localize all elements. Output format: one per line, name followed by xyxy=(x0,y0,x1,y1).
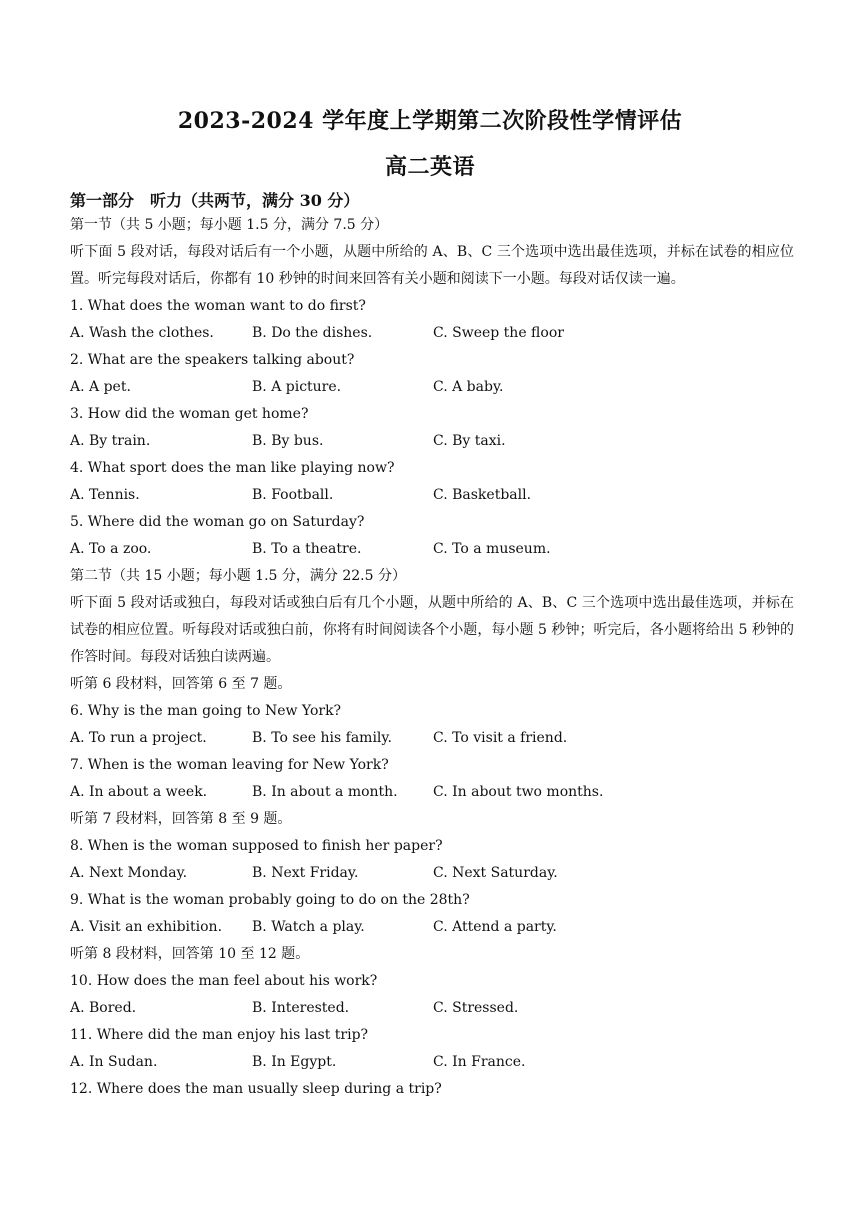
listening-section xyxy=(70,212,794,1103)
option-b: B. Interested. xyxy=(252,1000,350,1016)
question-10: 10. How does the man feel about his work? xyxy=(70,973,378,989)
option-a: A. Bored. xyxy=(70,1000,137,1016)
material-6-note: 听第 6 段材料，回答第 6 至 7 题。 xyxy=(70,676,292,692)
option-c: C. Attend a party. xyxy=(433,919,557,935)
option-a: A. Tennis. xyxy=(70,487,140,503)
option-c: C. A baby. xyxy=(433,379,504,395)
option-a: A. A pet. xyxy=(70,379,131,395)
option-b: B. To a theatre. xyxy=(252,541,362,557)
section2-heading: 第二节（共 15 小题；每小题 1.5 分，满分 22.5 分） xyxy=(70,568,406,584)
option-a: A. In about a week. xyxy=(70,784,208,800)
option-a: A. By train. xyxy=(70,433,151,449)
option-b: B. In about a month. xyxy=(252,784,398,800)
option-b: B. Football. xyxy=(252,487,334,503)
option-c: C. Stressed. xyxy=(433,1000,519,1016)
material-8-note: 听第 8 段材料，回答第 10 至 12 题。 xyxy=(70,946,310,962)
option-c: C. To visit a friend. xyxy=(433,730,568,746)
options-5 xyxy=(70,536,794,563)
option-b: B. By bus. xyxy=(252,433,324,449)
option-a: A. Visit an exhibition. xyxy=(70,919,223,935)
option-c: C. Sweep the floor xyxy=(433,325,564,341)
question-4: 4. What sport does the man like playing now? xyxy=(70,460,395,476)
option-c: C. By taxi. xyxy=(433,433,506,449)
question-9: 9. What is the woman probably going to do on the 28th? xyxy=(70,892,470,908)
option-a: A. To run a project. xyxy=(70,730,207,746)
option-b: B. Watch a play. xyxy=(252,919,365,935)
options-8 xyxy=(70,860,794,887)
options-7 xyxy=(70,779,794,806)
option-b: B. Do the dishes. xyxy=(252,325,373,341)
option-b: B. To see his family. xyxy=(252,730,392,746)
exam-subject: 高二英语 xyxy=(384,154,475,180)
options-3 xyxy=(70,428,794,455)
option-a: A. In Sudan. xyxy=(70,1054,158,1070)
section1-instructions: 听下面 5 段对话，每段对话后有一个小题，从题中所给的 A、B、C 三个选项中选出最佳选项，并标在试卷的相应位置。听完每段对话后，你都有 10 秒钟的时间来回答有关小题和阅读下一小题。每段对话仅读一遍。 xyxy=(70,244,794,287)
exam-title: 2023-2024 学年度上学期第二次阶段性学情评估 xyxy=(177,108,683,134)
option-b: B. Next Friday. xyxy=(252,865,359,881)
material-7-note: 听第 7 段材料，回答第 8 至 9 题。 xyxy=(70,811,292,827)
question-1: 1. What does the woman want to do first? xyxy=(70,298,366,314)
question-12: 12. Where does the man usually sleep during a trip? xyxy=(70,1081,442,1097)
option-c: C. Basketball. xyxy=(433,487,532,503)
part1-heading: 第一部分 听力（共两节，满分 30 分） xyxy=(70,191,360,210)
option-c: C. In about two months. xyxy=(433,784,604,800)
options-1 xyxy=(70,320,794,347)
question-8: 8. When is the woman supposed to finish her paper? xyxy=(70,838,443,854)
option-a: A. To a zoo. xyxy=(70,541,152,557)
question-5: 5. Where did the woman go on Saturday? xyxy=(70,514,365,530)
question-7: 7. When is the woman leaving for New York? xyxy=(70,757,389,773)
question-11: 11. Where did the man enjoy his last trip? xyxy=(70,1027,369,1043)
options-11 xyxy=(70,1049,794,1076)
option-a: A. Wash the clothes. xyxy=(70,325,214,341)
options-4 xyxy=(70,482,794,509)
option-b: B. A picture. xyxy=(252,379,342,395)
option-c: C. Next Saturday. xyxy=(433,865,558,881)
options-2 xyxy=(70,374,794,401)
option-c: C. To a museum. xyxy=(433,541,551,557)
option-c: C. In France. xyxy=(433,1054,526,1070)
question-3: 3. How did the woman get home? xyxy=(70,406,309,422)
option-a: A. Next Monday. xyxy=(70,865,188,881)
options-9 xyxy=(70,914,794,941)
options-6 xyxy=(70,725,794,752)
option-b: B. In Egypt. xyxy=(252,1054,337,1070)
question-2: 2. What are the speakers talking about? xyxy=(70,352,355,368)
question-6: 6. Why is the man going to New York? xyxy=(70,703,342,719)
section2-instructions: 听下面 5 段对话或独白，每段对话或独白后有几个小题，从题中所给的 A、B、C 三个选项中选出最佳选项，并标在试卷的相应位置。听每段对话或独白前，你将有时间阅读各个小题，每小题 5 秒钟；听完后，各小题将给出 5 秒钟的作答时间。每段对话独白读两遍。 xyxy=(70,595,794,665)
options-10 xyxy=(70,995,794,1022)
section1-heading: 第一节（共 5 小题；每小题 1.5 分，满分 7.5 分） xyxy=(70,217,389,233)
